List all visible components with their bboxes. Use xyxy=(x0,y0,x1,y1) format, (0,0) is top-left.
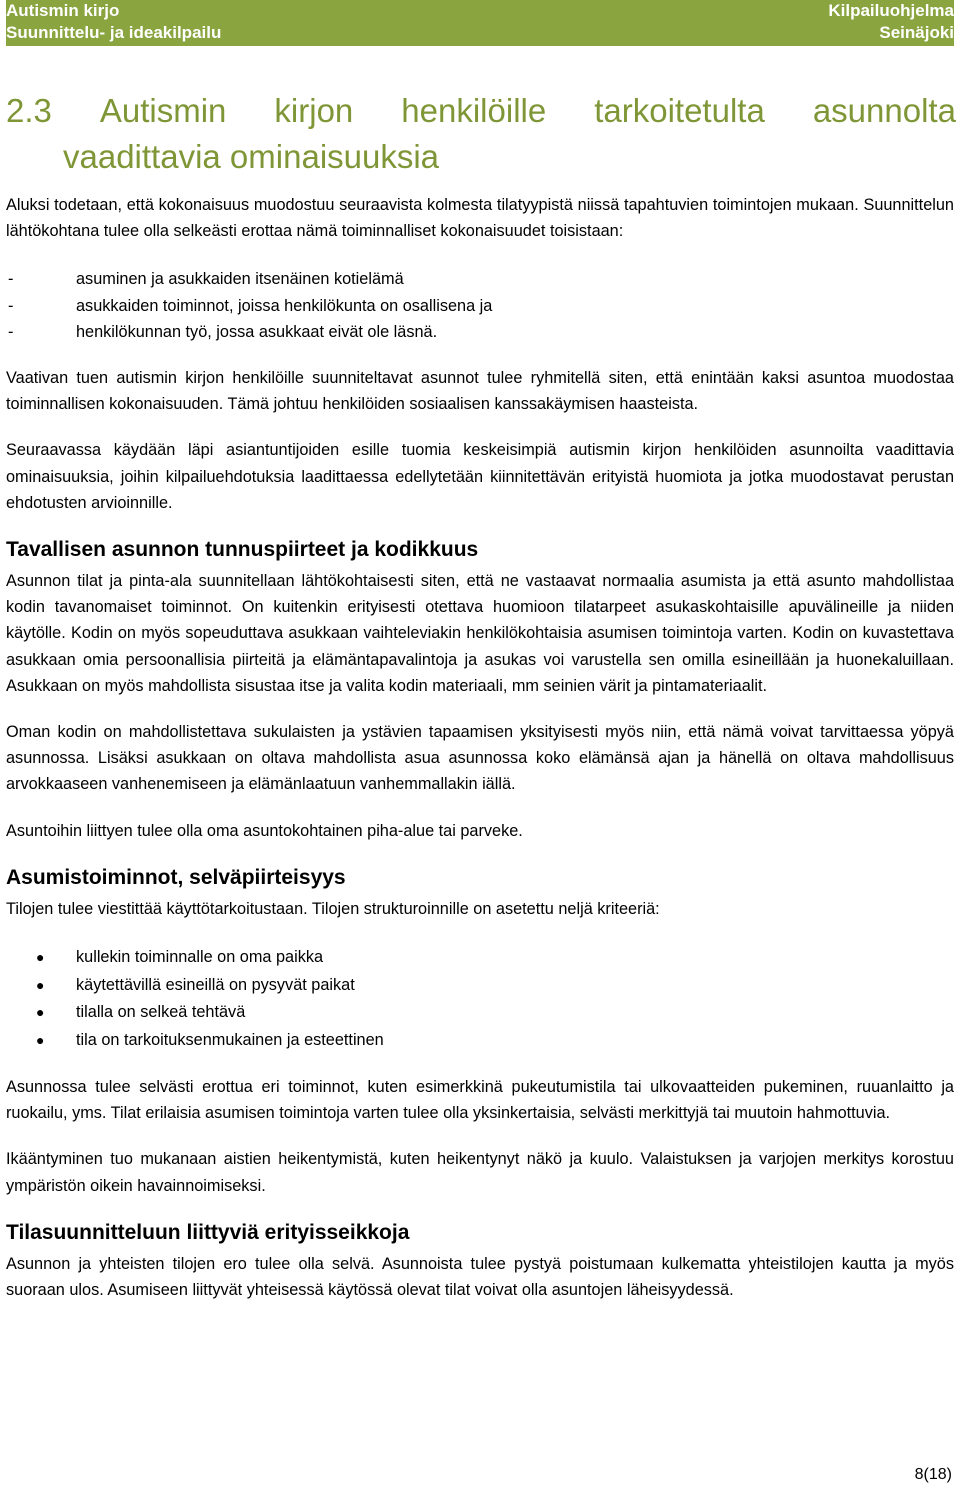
header-location: Seinäjoki xyxy=(879,23,954,42)
paragraph-vaativan: Vaativan tuen autismin kirjon henkilöille suunniteltavat asunnot tulee ryhmitellä siten, että enintään kaksi asuntoa muodostaa toiminnallisen kokonaisuuden. Tämä johtuu henkilöiden sosiaalisen kanssakäymisen haasteista. xyxy=(6,369,954,414)
header-document-type: Kilpailuohjelma xyxy=(828,1,954,20)
paragraph-tilojen: Tilojen tulee viestittää käyttötarkoitustaan. Tilojen strukturoinnille on asetettu neljä kriteeriä: xyxy=(6,899,660,918)
section-title-word: asunnolta xyxy=(812,92,956,129)
list-item: - henkilökunnan työ, jossa asukkaat eivät ole läsnä. xyxy=(8,322,438,341)
section-number: 2.3 xyxy=(6,92,52,129)
page-number: 8(18) xyxy=(914,1466,952,1483)
list-item: - asukkaiden toiminnot, joissa henkilökunta on osallisena ja xyxy=(8,296,493,315)
heading-asumistoiminnot: Asumistoiminnot, selväpiirteisyys xyxy=(6,865,346,889)
header-right xyxy=(828,0,954,44)
paragraph-ikaantyminen: Ikääntyminen tuo mukanaan aistien heikentymistä, kuten heikentynyt näkö ja kuulo. Valaistuksen ja varjojen merkitys korostuu ympäristön oikein havainnoimiseksi. xyxy=(6,1150,954,1195)
section-title xyxy=(6,88,956,180)
page-header xyxy=(6,0,954,46)
paragraph-asunnon-ja-yhteisten: Asunnon ja yhteisten tilojen ero tulee olla selvä. Asunnoista tulee pystyä poistumaan kulkematta yhteistilojen kautta ja myös suoraan ulos. Asumiseen liittyvät yhteisessä käytössä olevat tilat voivat olla asuntojen läheisyydessä. xyxy=(6,1254,954,1300)
structuring-criteria-list xyxy=(6,944,954,1054)
paragraph-seuraavassa: Seuraavassa käydään läpi asiantuntijoiden esille tuomia keskeisimpiä autismin kirjon henkilöiden asunnoilta vaadittavia ominaisuuksia, joihin kilpailuehdotuksia laadittaessa edellytetään kiinnitettävän erityistä huomiota ja jotka muodostavat perustan ehdotusten arvioinnille. xyxy=(6,441,954,512)
list-item: - asuminen ja asukkaiden itsenäinen kotielämä xyxy=(8,270,404,289)
paragraph-asunnon-tilat: Asunnon tilat ja pinta-ala suunnitellaan lähtökohtaisesti siten, että ne vastaavat normaalia asumista ja että asunto mahdollistaa kodin tavanomaiset toiminnot. On kuitenkin erityisesti otettava huomioon tilatarpeet asukaskohtaisille apuvälineille ja niiden käytölle. Kodin on myös sopeuduttava asukkaan vaihteleviakin henkilökohtaisia asumisen toimintoja varten. Kodin on kuvastettava asukkaan omia persoonallisia piirteitä ja elämäntapavalintoja ja asukas voi varustella sen omilla esineillään ja huonekaluillaan. Asukkaan on myös mahdollista sisustaa itse ja valita kodin materiaali, mm seinien värit ja pintamateriaalit. xyxy=(6,572,954,695)
section-title-word: Autismin xyxy=(99,92,227,129)
section-title-word: tarkoitetulta xyxy=(594,92,765,129)
heading-tilasuunnitteluun: Tilasuunnitteluun liittyviä erityisseikkoja xyxy=(6,1220,410,1244)
header-competition-type: Suunnittelu- ja ideakilpailu xyxy=(6,23,222,42)
section-title-word: kirjon xyxy=(274,92,354,129)
list-item: ● tilalla on selkeä tehtävä xyxy=(36,1003,246,1022)
section-title-word: henkilöille xyxy=(401,92,547,129)
paragraph-asunnossa: Asunnossa tulee selvästi erottua eri toiminnot, kuten esimerkkinä pukeutumistila tai ulkovaatteiden pukeminen, ruuanlaitto ja ruokailu, yms. Tilat erilaisia asumisen toimintoja varten tulee olla yksinkertaisia, selvästi merkittyjä tai muutoin hahmottuvia. xyxy=(6,1078,954,1123)
paragraph-asuntoihin: Asuntoihin liittyen tulee olla oma asuntokohtainen piha-alue tai parveke. xyxy=(6,821,523,840)
document-body xyxy=(6,192,954,1303)
paragraph-oman-kodin: Oman kodin on mahdollistettava sukulaisten ja ystävien tapaamisen yksityisesti myös niin, että nämä voivat tarvittaessa yöpyä asunnossa. Lisäksi asukkaan on oltava mahdollista asua asunnossa koko elämänsä ajan ja hänellä on oltava mahdollisuus arvokkaaseen vanhenemiseen ja elämänlaatuun vanhemmallakin iällä. xyxy=(6,723,954,794)
space-type-list xyxy=(6,266,954,345)
list-item: ● kullekin toiminnalle on oma paikka xyxy=(36,948,324,967)
section-title-line1 xyxy=(6,88,956,134)
section-title-line2: vaadittavia ominaisuuksia xyxy=(63,138,440,175)
list-item: ● käytettävillä esineillä on pysyvät paikat xyxy=(36,975,355,994)
list-item: ● tila on tarkoituksenmukainen ja esteettinen xyxy=(36,1030,384,1049)
header-project-title: Autismin kirjo xyxy=(6,1,120,20)
header-left xyxy=(6,0,221,44)
heading-tavallisen-asunnon: Tavallisen asunnon tunnuspiirteet ja kodikkuus xyxy=(6,538,479,562)
intro-paragraph: Aluksi todetaan, että kokonaisuus muodostuu seuraavista kolmesta tilatyypistä niissä tapahtuvien toimintojen mukaan. Suunnittelun lähtökohtana tulee olla selkeästi erottaa nämä toiminnalliset kokonaisuudet toisistaan: xyxy=(6,196,954,241)
